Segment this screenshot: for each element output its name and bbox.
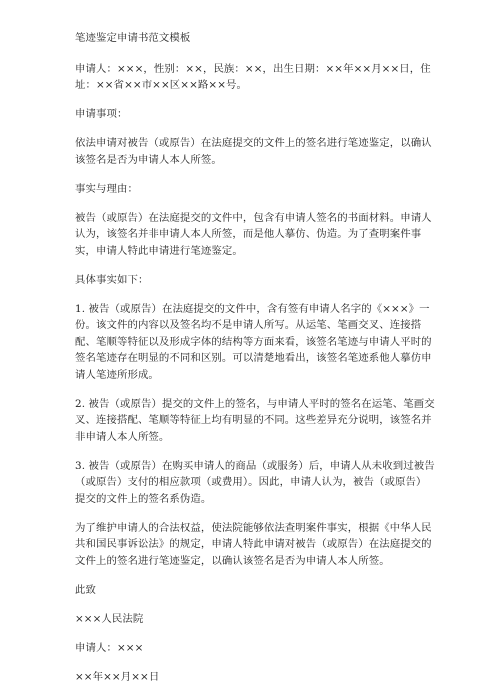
request-body: 依法申请对被告（或原告）在法庭提交的文件上的签名进行笔迹鉴定，以确认该签名是否为申请人本人所签。: [75, 137, 432, 166]
closing-paragraph: 为了维护申请人的合法权益，使法院能够依法查明案件事实，根据《中华人民共和国民事诉讼法》的规定，申请人特此申请对被告（或原告）在法庭提交的文件上的签名进行笔迹鉴定，以确认该签名是否为申请人本人所签。: [75, 521, 432, 567]
document-body: [75, 30, 435, 698]
court-name: ×××人民法院: [75, 612, 144, 625]
applicant-info: 申请人：×××，性别：××，民族：××，出生日期：××年××月××日，住址：××省××市××区××路××号。: [75, 62, 431, 91]
fact-item-1: 1. 被告（或原告）在法庭提交的文件中，含有签有申请人名字的《×××》一份。该文件的内容以及签名均不是申请人所写。从运笔、笔画交叉、连接搭配、笔顺等特征以及形成字体的结构等方面来看，该签名笔迹与申请人平时的签名笔迹存在明显的不同和区别。可以清楚地看出，该签名笔迹系他人摹仿申请人笔迹所形成。: [75, 302, 432, 381]
fact-item-2: 2. 被告（或原告）提交的文件上的签名，与申请人平时的签名在运笔、笔画交叉、连接搭配、笔顺等特征上均有明显的不同。这些差异充分说明，该签名并非申请人本人所签。: [75, 397, 435, 443]
facts-body: 被告（或原告）在法庭提交的文件中，包含有申请人签名的书面材料。申请人认为，该签名并非申请人本人所签，而是他人摹仿、伪造。为了查明案件事实，申请人特此申请进行笔迹鉴定。: [75, 211, 432, 257]
salutation: 此致: [75, 583, 96, 596]
fact-item-3: 3. 被告（或原告）在购买申请人的商品（或服务）后，申请人从未收到过被告（或原告）支付的相应款项（或费用）。因此，申请人认为，被告（或原告）提交的文件上的签名系伪造。: [75, 459, 435, 505]
details-heading: 具体事实如下：: [75, 273, 149, 286]
document-title: 笔迹鉴定申请书范文模板: [75, 32, 191, 44]
facts-heading: 事实与理由：: [75, 182, 138, 195]
applicant-signature: 申请人：×××: [75, 641, 144, 654]
document-date: ××年××月××日: [75, 670, 160, 683]
request-heading: 申请事项：: [75, 108, 128, 120]
